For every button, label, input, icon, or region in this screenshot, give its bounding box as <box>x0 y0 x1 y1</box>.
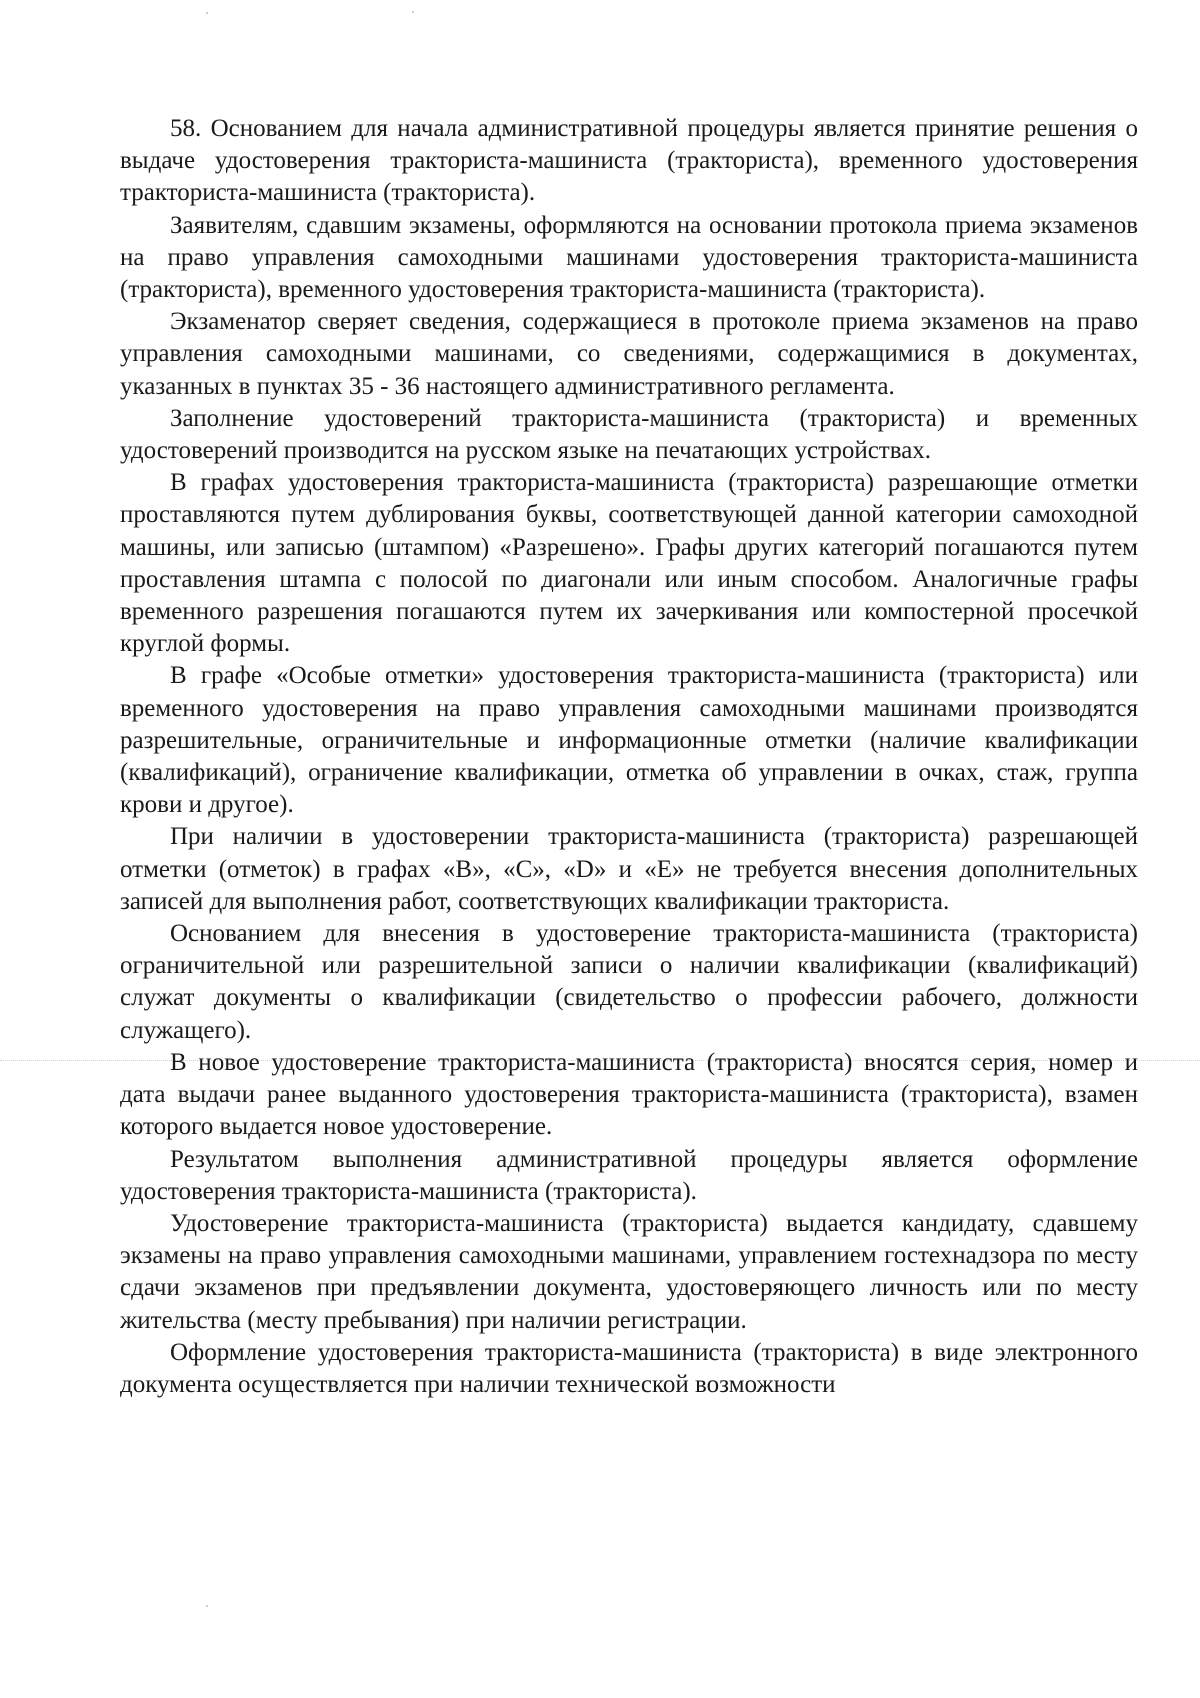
paragraph: Удостоверение тракториста-машиниста (тракториста) выдается кандидату, сдавшему экзамены на право управления самоходными машинами, управлением гостехнадзора по месту сдачи экзаменов при предъявлении документа, удостоверяющего личность или по месту жительства (месту пребывания) при наличии регистрации. <box>120 1209 1138 1334</box>
paragraph: При наличии в удостоверении тракториста-машиниста (тракториста) разрешающей отметки (отметок) в графах «В», «С», «D» и «Е» не требуется внесения дополнительных записей для выполнения работ, соответствующих квалификации тракториста. <box>120 823 1138 915</box>
paragraph: В графах удостоверения тракториста-машиниста (тракториста) разрешающие отметки проставляются путем дублирования буквы, соответствующей данной категории самоходной машины, или записью (штампом) «Разрешено». Графы других категорий погашаются путем проставления штампа с полосой по диагонали или иным способом. Аналогичные графы временного разрешения погашаются путем их зачеркивания или компостерной просечкой круглой формы. <box>120 469 1138 658</box>
document-body <box>120 113 1138 1401</box>
scan-speck <box>412 11 414 13</box>
paragraph: Экзаменатор сверяет сведения, содержащиеся в протоколе приема экзаменов на право управления самоходными машинами, со сведениями, содержащимися в документах, указанных в пунктах 35 - 36 настоящего административного регламента. <box>120 308 1138 400</box>
paragraph: Заполнение удостоверений тракториста-машиниста (тракториста) и временных удостоверений производится на русском языке на печатающих устройствах. <box>120 404 1138 465</box>
paragraph-continued: Оформление удостоверения тракториста-машиниста (тракториста) в виде электронного документа осуществляется при наличии технической возможности <box>120 1338 1138 1398</box>
scan-speck <box>206 12 208 14</box>
paragraph: Заявителям, сдавшим экзамены, оформляются на основании протокола приема экзаменов на право управления самоходными машинами удостоверения тракториста-машиниста (тракториста), временного удостоверения тракториста-машиниста (тракториста). <box>120 211 1138 304</box>
paragraph-58: 58. Основанием для начала административной процедуры является принятие решения о выдаче удостоверения тракториста-машиниста (тракториста), временного удостоверения тракториста-машиниста (тракториста). <box>120 115 1138 207</box>
paragraph: В графе «Особые отметки» удостоверения тракториста-машиниста (тракториста) или временного удостоверения на право управления самоходными машинами производятся разрешительные, ограничительные и информационные отметки (наличие квалификации (квалификаций), ограничение квалификации, отметка об управлении в очках, стаж, группа крови и другое). <box>120 662 1138 819</box>
paragraph: Результатом выполнения административной процедуры является оформление удостоверения тракториста-машиниста (тракториста). <box>120 1145 1138 1205</box>
paragraph: В новое удостоверение тракториста-машиниста (тракториста) вносятся серия, номер и дата выдачи ранее выданного удостоверения тракториста-машиниста (тракториста), взамен которого выдается новое удостоверение. <box>120 1048 1138 1141</box>
paragraph: Основанием для внесения в удостоверение тракториста-машиниста (тракториста) ограничительной или разрешительной записи о наличии квалификации (квалификаций) служат документы о квалификации (свидетельство о профессии рабочего, должности служащего). <box>120 920 1138 1044</box>
scan-speck <box>206 1605 208 1607</box>
